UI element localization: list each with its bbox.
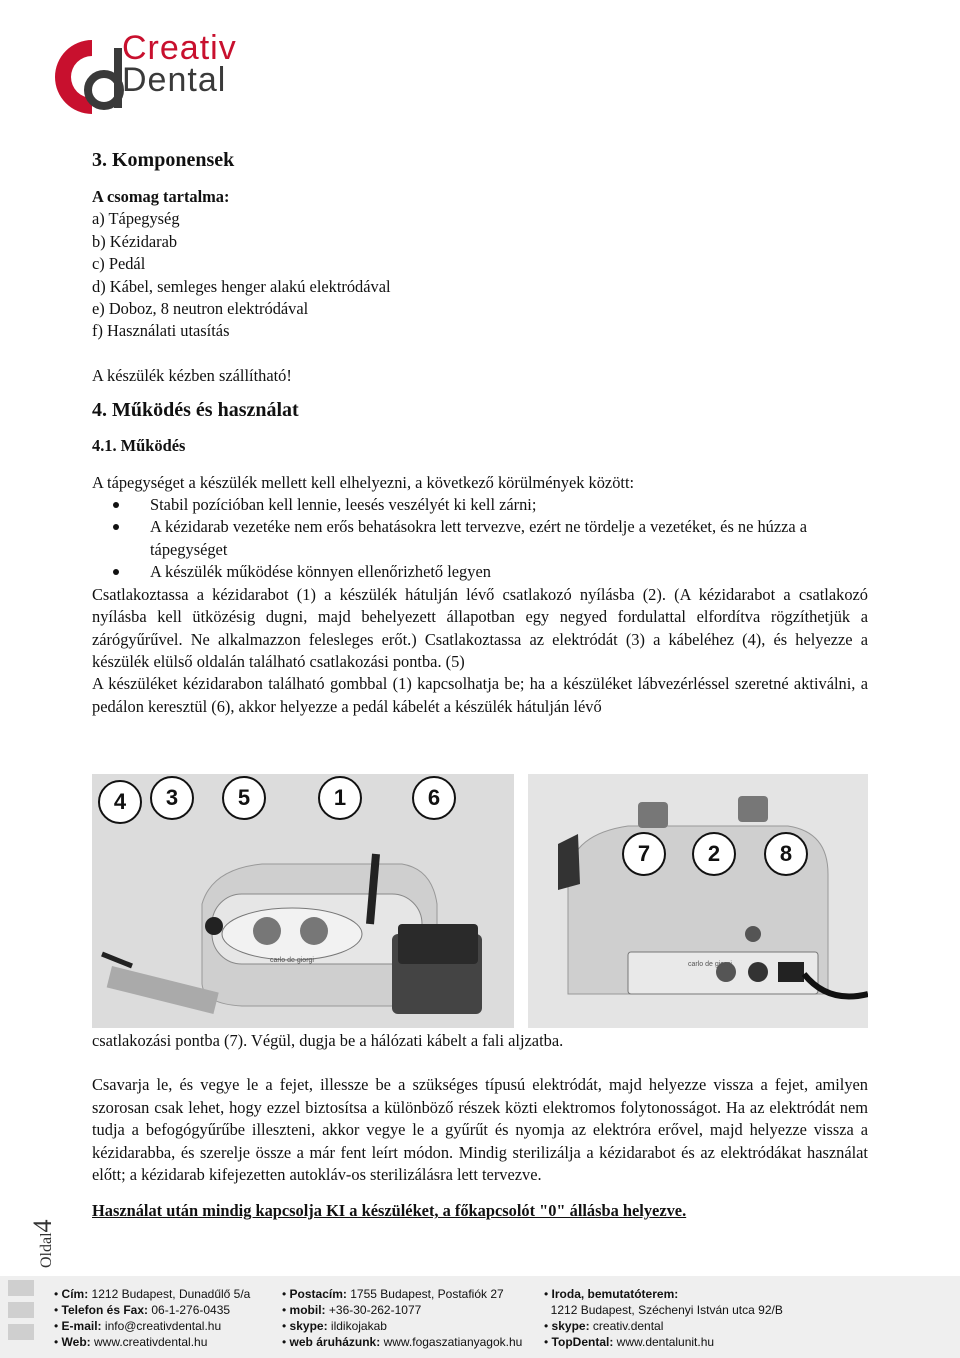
footer-decor bbox=[8, 1280, 34, 1296]
footer-line: 1212 Budapest, Széchenyi István utca 92/B bbox=[550, 1303, 783, 1317]
footer-line: • Postacím: 1755 Budapest, Postafiók 27 bbox=[282, 1287, 504, 1301]
activation-paragraph: A készüléket kézidarabon található gombbal (1) kapcsolhatja be; ha a készüléket lábvezérléssel szeretné aktiválni, a pedálon keresztül (6), akkor helyezze a pedál kábelét a készülék hátulján lévő bbox=[92, 674, 868, 716]
document-body bbox=[92, 148, 868, 718]
package-item: e) Doboz, 8 neutron elektródával bbox=[92, 299, 309, 319]
footer-line: • Iroda, bemutatóterem: bbox=[544, 1287, 679, 1301]
page-label-text: Oldal bbox=[38, 1232, 55, 1268]
callout-8: 8 bbox=[764, 832, 808, 876]
callout-6: 6 bbox=[412, 776, 456, 820]
footer-line: • Telefon és Fax: 06-1-276-0435 bbox=[54, 1303, 231, 1317]
page-number: 4 bbox=[28, 1219, 57, 1233]
device-front-photo bbox=[92, 774, 514, 1028]
logo-line-1: Creativ bbox=[122, 29, 237, 67]
package-item: d) Kábel, semleges henger alakú elektródával bbox=[92, 276, 391, 296]
section-4-title: 4. Működés és használat bbox=[92, 399, 299, 422]
callout-4: 4 bbox=[98, 780, 142, 824]
callout-5: 5 bbox=[222, 776, 266, 820]
footer-line: • web áruházunk: www.fogaszatianyagok.hu bbox=[282, 1335, 523, 1349]
rear-brand-label: carlo de giorgi bbox=[688, 961, 732, 968]
footer-line: • Web: www.creativdental.hu bbox=[54, 1335, 208, 1349]
portability-note: A készülék kézben szállítható! bbox=[92, 365, 292, 385]
device-rear-photo bbox=[528, 774, 868, 1028]
callout-3: 3 bbox=[150, 776, 194, 820]
package-item: f) Használati utasítás bbox=[92, 321, 230, 341]
callout-2: 2 bbox=[692, 832, 736, 876]
subsection-title: 4.1. Működés bbox=[92, 436, 186, 456]
section-3-title: 3. Komponensek bbox=[92, 149, 235, 171]
package-item: a) Tápegység bbox=[92, 209, 180, 229]
footer-line: • E-mail: info@creativdental.hu bbox=[54, 1319, 222, 1333]
footer-col-3 bbox=[544, 1286, 783, 1350]
package-item: c) Pedál bbox=[92, 254, 146, 274]
package-heading: A csomag tartalma: bbox=[92, 187, 230, 206]
footer-decor bbox=[8, 1324, 34, 1340]
footer-line: • skype: ildikojakab bbox=[282, 1319, 387, 1333]
connection-paragraph: Csatlakoztassa a kézidarabot (1) a készülék hátulján lévő csatlakozó nyílásba (2). (A kézidarabot a csatlakozó nyílásba kell ütközésig dugni, majd behelyezett állapotban egy negyed fordulattal elfordítva rögzíthetjük a zárógyűrűvel. Ne alkalmazzon felesleges erőt.) Csatlakoztassa az elektródát (3) a kábeléhez (4), és helyezze a készülék elülső oldalán található csatlakozási pontba. (5) bbox=[92, 584, 868, 671]
front-brand-label: carlo de giorgi bbox=[270, 957, 314, 964]
footer bbox=[0, 1276, 960, 1358]
company-logo bbox=[52, 29, 272, 120]
list-item: A készülék működése könnyen ellenőrizhető legyen bbox=[150, 561, 868, 583]
footer-col-2 bbox=[282, 1286, 522, 1350]
footer-line: • mobil: +36-30-262-1077 bbox=[282, 1303, 422, 1317]
footer-line: • TopDental: www.dentalunit.hu bbox=[544, 1335, 715, 1349]
electrode-paragraph: Csavarja le, és vegye le a fejet, illessze be a szükséges típusú elektródát, majd helyezze vissza a fejet, amilyen szorosan csak lehet, hogy ezzel biztosítsa a különböző részek közti elektromos folytonosságot. Ha az elektródát nem tudja a befogógyűrűbe illeszteni, akkor vegye le a gyűrűt és nyomja az elektróra erővel, majd helyezze vissza a kézidarabba, és szerelje össze a már fent leírt módon. Mindig sterilizálja a kézidarabot és az elektródákat használat előtt; a kézidarab kifejezetten autokláv-os sterilizálásra lett tervezve. bbox=[92, 1075, 868, 1185]
logo-wordmark bbox=[122, 29, 237, 99]
device-rear-illustration bbox=[528, 774, 868, 1028]
footer-decor bbox=[8, 1302, 34, 1318]
page-label bbox=[28, 1219, 58, 1268]
callout-1: 1 bbox=[318, 776, 362, 820]
footer-line: • skype: creativ.dental bbox=[544, 1319, 664, 1333]
callout-7: 7 bbox=[622, 832, 666, 876]
footer-line: • Cím: 1212 Budapest, Dunadűlő 5/a bbox=[54, 1287, 251, 1301]
intro-paragraph: A tápegységet a készülék mellett kell elhelyezni, a következő körülmények között: bbox=[92, 472, 635, 492]
package-item: b) Kézidarab bbox=[92, 231, 178, 251]
logo-mark bbox=[52, 34, 132, 120]
document-body-lower bbox=[92, 1030, 868, 1223]
warning-note: Használat után mindig kapcsolja KI a készüléket, a főkapcsolót "0" állásba helyezve. bbox=[92, 1201, 687, 1221]
list-item: A kézidarab vezetéke nem erős behatásokra lett tervezve, ezért ne tördelje a vezetéket, és ne húzza a tápegységet bbox=[150, 516, 868, 561]
logo-line-2: Dental bbox=[122, 61, 227, 99]
list-item: Stabil pozícióban kell lennie, leesés veszélyét ki kell zárni; bbox=[150, 494, 868, 516]
footer-col-1 bbox=[54, 1286, 250, 1350]
conditions-list bbox=[92, 494, 868, 584]
final-connection-paragraph: csatlakozási pontba (7). Végül, dugja be a hálózati kábelt a fali aljzatba. bbox=[92, 1031, 564, 1050]
